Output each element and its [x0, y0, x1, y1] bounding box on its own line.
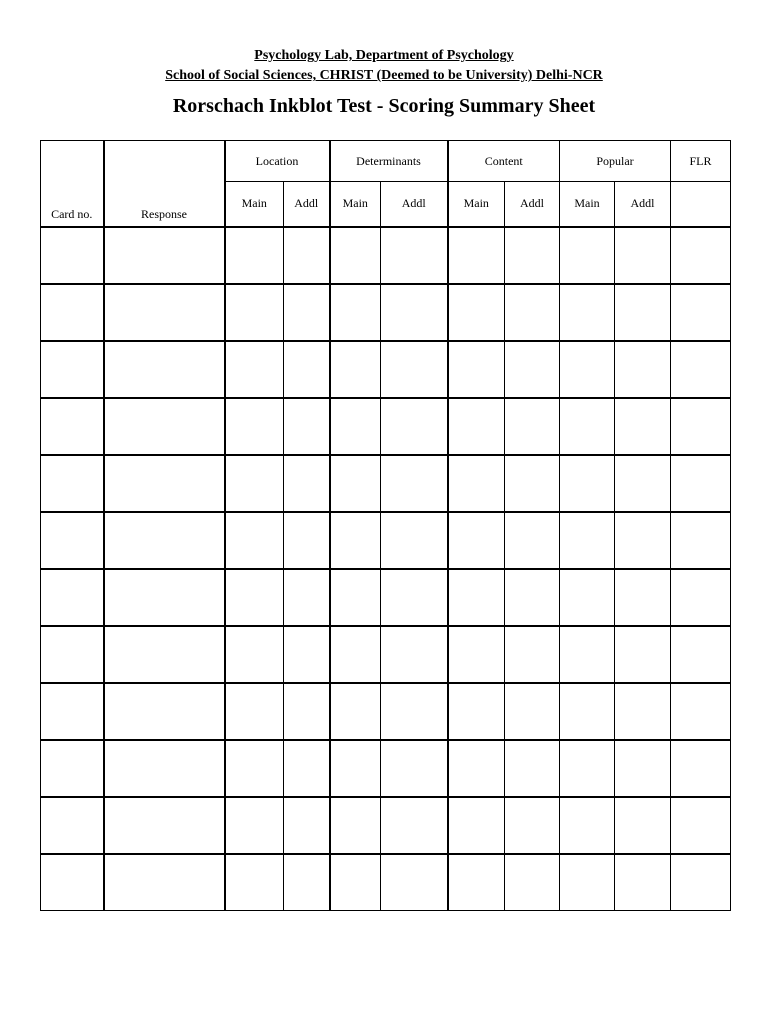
determinants-main-cell[interactable]: [330, 854, 381, 911]
popular-main-cell[interactable]: [560, 512, 615, 569]
flr-cell[interactable]: [671, 854, 731, 911]
content-main-cell[interactable]: [448, 227, 505, 284]
location-addl-cell[interactable]: [284, 284, 330, 341]
content-addl-header: Addl: [505, 182, 560, 227]
determinants-addl-cell[interactable]: [381, 284, 448, 341]
content-addl-cell[interactable]: [505, 740, 560, 797]
determinants-addl-cell[interactable]: [381, 740, 448, 797]
popular-addl-cell[interactable]: [615, 455, 671, 512]
determinants-main-cell[interactable]: [330, 455, 381, 512]
card-no-cell[interactable]: [41, 341, 104, 398]
table-row: [41, 740, 731, 797]
flr-cell[interactable]: [671, 455, 731, 512]
popular-main-cell[interactable]: [560, 341, 615, 398]
flr-cell[interactable]: [671, 341, 731, 398]
determinants-main-cell[interactable]: [330, 569, 381, 626]
card-no-cell[interactable]: [41, 455, 104, 512]
location-addl-cell[interactable]: [284, 227, 330, 284]
popular-addl-cell[interactable]: [615, 626, 671, 683]
card-no-cell[interactable]: [41, 740, 104, 797]
flr-cell[interactable]: [671, 284, 731, 341]
determinants-addl-cell[interactable]: [381, 797, 448, 854]
response-cell[interactable]: [104, 683, 225, 740]
table-row: [41, 854, 731, 911]
scoring-rows: [41, 227, 731, 911]
determinants-addl-cell[interactable]: [381, 569, 448, 626]
response-cell[interactable]: [104, 284, 225, 341]
response-header: Response: [104, 182, 225, 227]
flr-cell[interactable]: [671, 683, 731, 740]
location-addl-cell[interactable]: [284, 797, 330, 854]
flr-cell[interactable]: [671, 797, 731, 854]
popular-addl-cell[interactable]: [615, 854, 671, 911]
response-cell[interactable]: [104, 569, 225, 626]
response-cell[interactable]: [104, 626, 225, 683]
scoring-summary-table: [40, 140, 731, 911]
determinants-addl-cell[interactable]: [381, 398, 448, 455]
popular-main-cell[interactable]: [560, 569, 615, 626]
popular-addl-cell[interactable]: [615, 227, 671, 284]
card-no-cell[interactable]: [41, 683, 104, 740]
location-addl-cell[interactable]: [284, 683, 330, 740]
content-group-header: Content: [448, 141, 560, 182]
determinants-main-cell[interactable]: [330, 740, 381, 797]
content-addl-cell[interactable]: [505, 341, 560, 398]
content-addl-cell[interactable]: [505, 797, 560, 854]
location-main-cell[interactable]: [225, 683, 284, 740]
location-addl-cell[interactable]: [284, 626, 330, 683]
content-main-cell[interactable]: [448, 284, 505, 341]
location-addl-cell[interactable]: [284, 398, 330, 455]
popular-addl-cell[interactable]: [615, 569, 671, 626]
flr-cell[interactable]: [671, 398, 731, 455]
flr-cell[interactable]: [671, 740, 731, 797]
content-main-cell[interactable]: [448, 626, 505, 683]
determinants-main-cell[interactable]: [330, 398, 381, 455]
group-header-row: [41, 141, 731, 182]
content-main-cell[interactable]: [448, 569, 505, 626]
content-addl-cell[interactable]: [505, 569, 560, 626]
content-main-cell[interactable]: [448, 854, 505, 911]
content-addl-cell[interactable]: [505, 227, 560, 284]
popular-addl-cell[interactable]: [615, 341, 671, 398]
determinants-addl-header: Addl: [381, 182, 448, 227]
flr-cell[interactable]: [671, 512, 731, 569]
response-group-cell: [104, 141, 225, 182]
card-no-cell[interactable]: [41, 227, 104, 284]
card-no-cell[interactable]: [41, 797, 104, 854]
flr-cell[interactable]: [671, 626, 731, 683]
content-main-header: Main: [448, 182, 505, 227]
determinants-main-cell[interactable]: [330, 512, 381, 569]
location-main-cell[interactable]: [225, 227, 284, 284]
location-main-cell[interactable]: [225, 455, 284, 512]
flr-header-cell: [671, 182, 731, 227]
content-addl-cell[interactable]: [505, 455, 560, 512]
popular-main-cell[interactable]: [560, 797, 615, 854]
popular-addl-cell[interactable]: [615, 683, 671, 740]
popular-addl-cell[interactable]: [615, 284, 671, 341]
card-no-cell[interactable]: [41, 626, 104, 683]
determinants-addl-cell[interactable]: [381, 227, 448, 284]
location-addl-cell[interactable]: [284, 740, 330, 797]
table-row: [41, 797, 731, 854]
popular-main-cell[interactable]: [560, 398, 615, 455]
card-no-header: Card no.: [41, 182, 104, 227]
location-addl-header: Addl: [284, 182, 330, 227]
table-row: [41, 683, 731, 740]
content-main-cell[interactable]: [448, 455, 505, 512]
popular-main-cell[interactable]: [560, 740, 615, 797]
response-cell[interactable]: [104, 854, 225, 911]
location-main-cell[interactable]: [225, 398, 284, 455]
determinants-addl-cell[interactable]: [381, 626, 448, 683]
popular-main-cell[interactable]: [560, 854, 615, 911]
location-main-cell[interactable]: [225, 284, 284, 341]
page-title: Rorschach Inkblot Test - Scoring Summary Sheet: [172, 95, 596, 117]
table-row: [41, 626, 731, 683]
location-addl-cell[interactable]: [284, 341, 330, 398]
popular-main-cell[interactable]: [560, 284, 615, 341]
location-addl-cell[interactable]: [284, 569, 330, 626]
content-addl-cell[interactable]: [505, 398, 560, 455]
location-main-cell[interactable]: [225, 854, 284, 911]
determinants-addl-cell[interactable]: [381, 683, 448, 740]
content-main-cell[interactable]: [448, 341, 505, 398]
table-row: [41, 398, 731, 455]
popular-addl-cell[interactable]: [615, 512, 671, 569]
determinants-main-cell[interactable]: [330, 341, 381, 398]
determinants-main-cell[interactable]: [330, 683, 381, 740]
content-main-cell[interactable]: [448, 512, 505, 569]
content-main-cell[interactable]: [448, 740, 505, 797]
content-addl-cell[interactable]: [505, 284, 560, 341]
popular-addl-header: Addl: [615, 182, 671, 227]
content-addl-cell[interactable]: [505, 512, 560, 569]
popular-main-cell[interactable]: [560, 227, 615, 284]
card-no-cell[interactable]: [41, 284, 104, 341]
card-no-cell[interactable]: [41, 854, 104, 911]
table-row: [41, 227, 731, 284]
response-cell[interactable]: [104, 455, 225, 512]
content-addl-cell[interactable]: [505, 683, 560, 740]
determinants-addl-cell[interactable]: [381, 854, 448, 911]
popular-group-header: Popular: [560, 141, 671, 182]
location-main-cell[interactable]: [225, 569, 284, 626]
determinants-main-cell[interactable]: [330, 797, 381, 854]
popular-main-cell[interactable]: [560, 455, 615, 512]
content-main-cell[interactable]: [448, 398, 505, 455]
determinants-main-cell[interactable]: [330, 626, 381, 683]
popular-main-header: Main: [560, 182, 615, 227]
determinants-addl-cell[interactable]: [381, 341, 448, 398]
column-header-row: [41, 182, 731, 227]
table-row: [41, 512, 731, 569]
location-main-header: Main: [225, 182, 284, 227]
determinants-addl-cell[interactable]: [381, 455, 448, 512]
popular-main-cell[interactable]: [560, 626, 615, 683]
location-main-cell[interactable]: [225, 341, 284, 398]
content-main-cell[interactable]: [448, 683, 505, 740]
response-cell[interactable]: [104, 512, 225, 569]
location-main-cell[interactable]: [225, 512, 284, 569]
content-main-cell[interactable]: [448, 797, 505, 854]
organization-heading: Psychology Lab, Department of Psychology: [254, 48, 514, 63]
location-addl-cell[interactable]: [284, 854, 330, 911]
response-cell[interactable]: [104, 398, 225, 455]
determinants-main-cell[interactable]: [330, 284, 381, 341]
popular-addl-cell[interactable]: [615, 740, 671, 797]
response-cell[interactable]: [104, 341, 225, 398]
popular-main-cell[interactable]: [560, 683, 615, 740]
response-cell[interactable]: [104, 227, 225, 284]
location-main-cell[interactable]: [225, 626, 284, 683]
location-addl-cell[interactable]: [284, 455, 330, 512]
table-row: [41, 455, 731, 512]
school-heading: School of Social Sciences, CHRIST (Deemed to be University) Delhi-NCR: [165, 68, 603, 83]
card-no-cell[interactable]: [41, 512, 104, 569]
card-no-group-cell: [41, 141, 104, 182]
location-addl-cell[interactable]: [284, 512, 330, 569]
flr-cell[interactable]: [671, 227, 731, 284]
response-cell[interactable]: [104, 740, 225, 797]
determinants-main-header: Main: [330, 182, 381, 227]
card-no-cell[interactable]: [41, 398, 104, 455]
table-row: [41, 341, 731, 398]
flr-group-header: FLR: [671, 141, 731, 182]
response-cell[interactable]: [104, 797, 225, 854]
popular-addl-cell[interactable]: [615, 797, 671, 854]
location-main-cell[interactable]: [225, 797, 284, 854]
table-row: [41, 569, 731, 626]
flr-cell[interactable]: [671, 569, 731, 626]
content-addl-cell[interactable]: [505, 626, 560, 683]
location-group-header: Location: [225, 141, 330, 182]
location-main-cell[interactable]: [225, 740, 284, 797]
determinants-main-cell[interactable]: [330, 227, 381, 284]
popular-addl-cell[interactable]: [615, 398, 671, 455]
card-no-cell[interactable]: [41, 569, 104, 626]
determinants-addl-cell[interactable]: [381, 512, 448, 569]
content-addl-cell[interactable]: [505, 854, 560, 911]
table-row: [41, 284, 731, 341]
determinants-group-header: Determinants: [330, 141, 448, 182]
